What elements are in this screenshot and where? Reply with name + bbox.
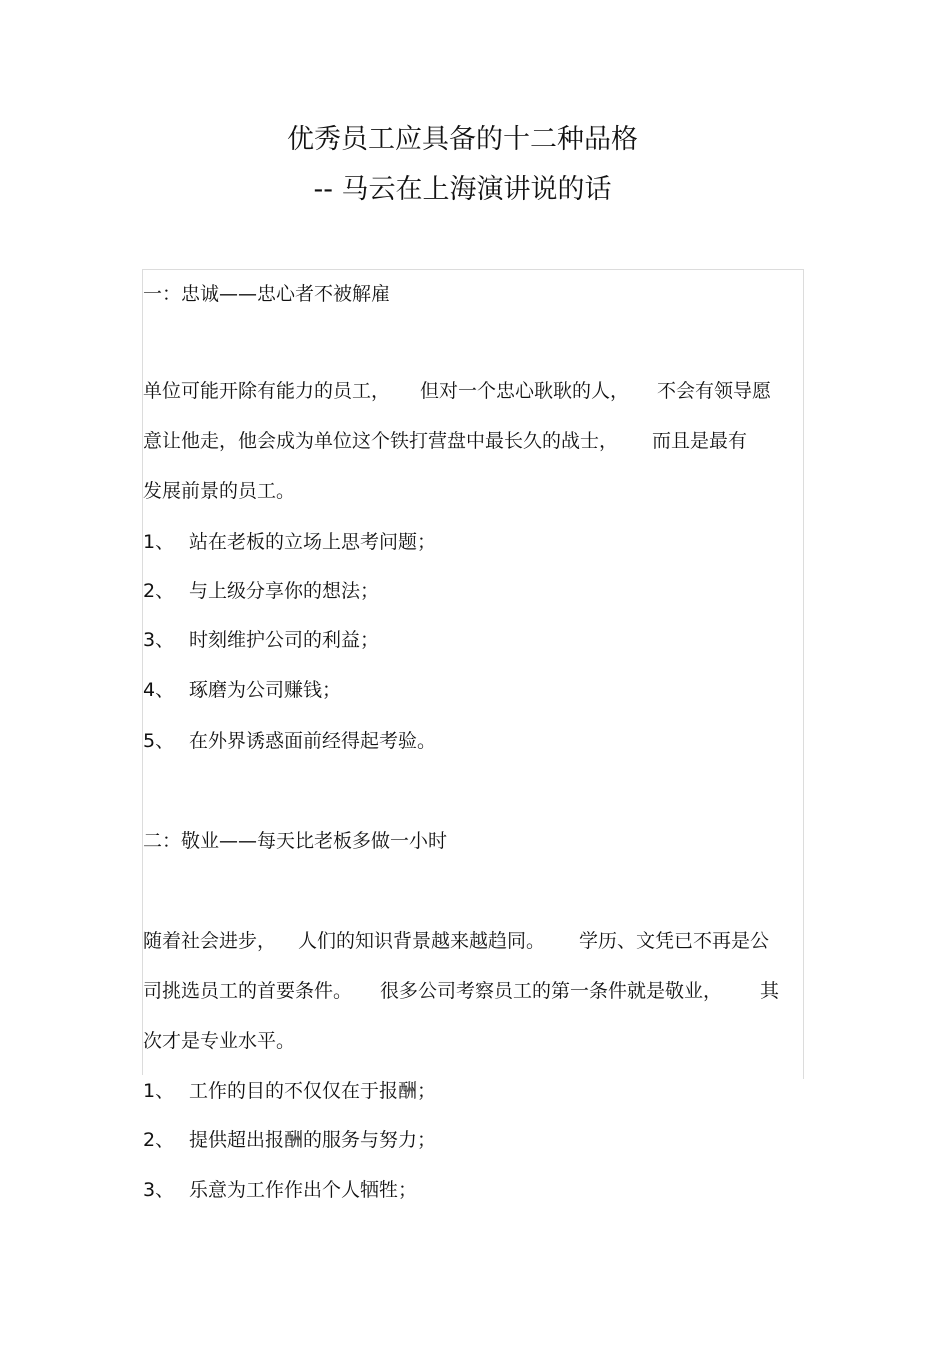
list-item-text: 工作的目的不仅仅在于报酬；	[189, 1080, 437, 1102]
list-item	[143, 1127, 436, 1153]
list-item	[143, 1078, 436, 1104]
list-item	[143, 627, 379, 653]
paragraph-fragment: 学历、文凭已不再是公	[579, 930, 770, 952]
section-2-heading: 二：敬业——每天比老板多做一小时	[143, 830, 448, 852]
list-item	[143, 1177, 417, 1203]
list-item-number: 1、	[143, 1080, 175, 1102]
paragraph-fragment: 随着社会进步，	[143, 930, 277, 952]
paragraph-fragment: 司挑选员工的首要条件。	[143, 980, 353, 1002]
list-item	[143, 677, 341, 703]
list-item-text: 时刻维护公司的利益；	[189, 629, 380, 651]
list-item-number: 2、	[143, 580, 175, 602]
paragraph-fragment: 但对一个忠心耿耿的人，	[420, 380, 630, 402]
frame-top-border	[142, 269, 804, 270]
list-item	[143, 728, 436, 754]
paragraph-fragment: 而且是最有	[652, 430, 748, 452]
list-item-text: 站在老板的立场上思考问题；	[189, 531, 437, 553]
section-1-paragraph-line-1	[143, 378, 771, 404]
section-1-paragraph-line-3: 发展前景的员工。	[143, 480, 296, 502]
list-item-text: 提供超出报酬的服务与努力；	[189, 1129, 437, 1151]
section-1-heading: 一：忠诚——忠心者不被解雇	[143, 283, 391, 305]
paragraph-fragment: 很多公司考察员工的第一条件就是敬业，	[380, 980, 723, 1002]
list-item	[143, 578, 379, 604]
list-item-number: 5、	[143, 730, 175, 752]
frame-right-border	[803, 269, 804, 1079]
section-2-paragraph-line-3: 次才是专业水平。	[143, 1030, 296, 1052]
paragraph-fragment: 不会有领导愿	[657, 380, 772, 402]
list-item-text: 乐意为工作作出个人牺牲；	[189, 1179, 418, 1201]
paragraph-fragment: 人们的知识背景越来越趋同。	[298, 930, 546, 952]
list-item-text: 在外界诱惑面前经得起考验。	[189, 730, 437, 752]
list-item-number: 3、	[143, 629, 175, 651]
list-item-text: 琢磨为公司赚钱；	[189, 679, 342, 701]
paragraph-fragment: 其	[760, 980, 780, 1002]
section-1-paragraph-line-2	[143, 428, 747, 454]
document-title: 优秀员工应具备的十二种品格	[287, 124, 638, 155]
document-subtitle: -- 马云在上海演讲说的话	[313, 174, 612, 205]
list-item-text: 与上级分享你的想法；	[189, 580, 380, 602]
paragraph-fragment: 单位可能开除有能力的员工，	[143, 380, 391, 402]
list-item-number: 3、	[143, 1179, 175, 1201]
section-2-paragraph-line-1	[143, 928, 769, 954]
list-item-number: 1、	[143, 531, 175, 553]
list-item	[143, 529, 436, 555]
list-item-number: 2、	[143, 1129, 175, 1151]
paragraph-fragment: 意让他走，他会成为单位这个铁打营盘中最长久的战士，	[143, 430, 619, 452]
list-item-number: 4、	[143, 679, 175, 701]
section-2-paragraph-line-2	[143, 978, 779, 1004]
